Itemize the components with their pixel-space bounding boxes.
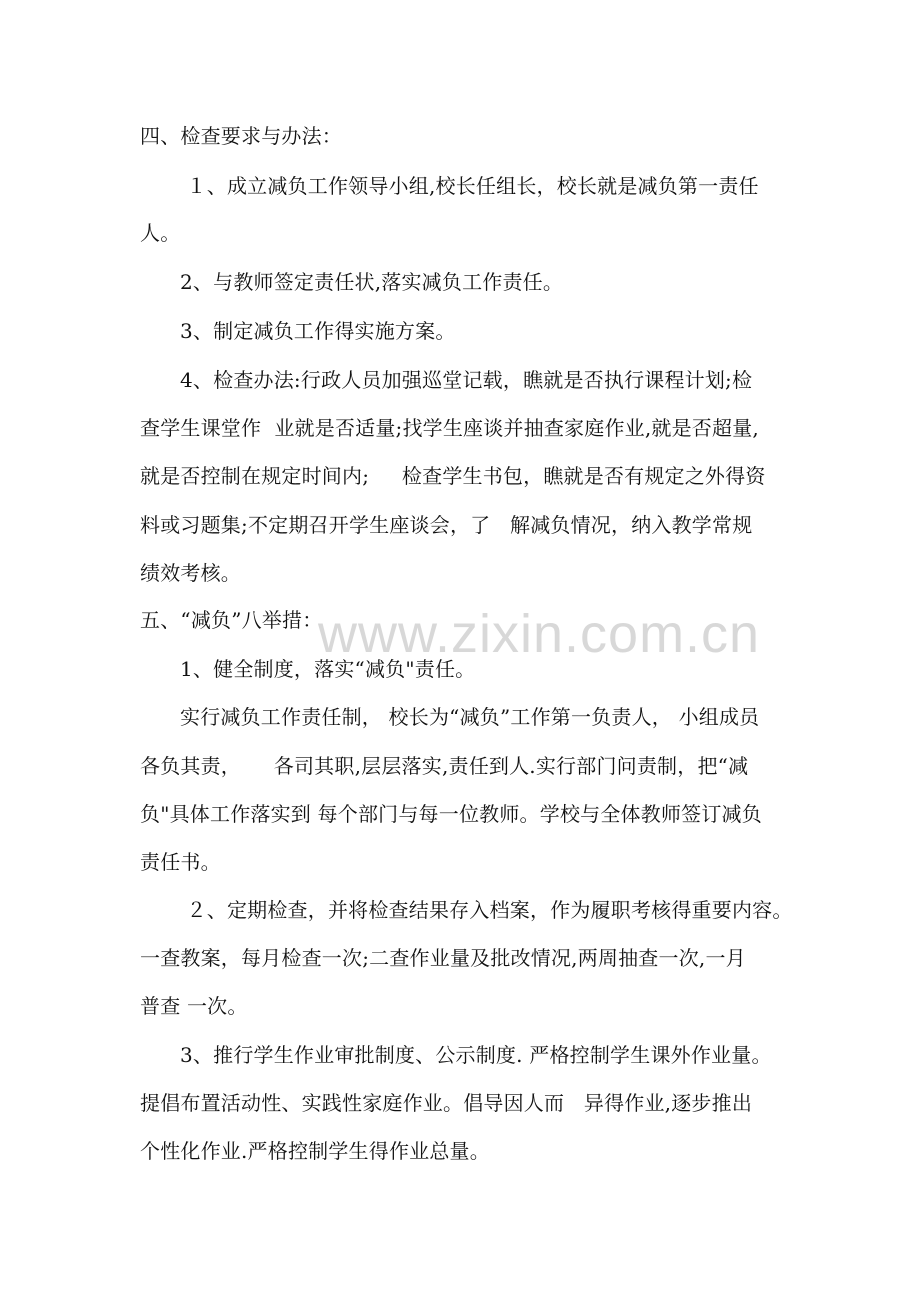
paragraph-line: 1、健全制度，落实“减负"责任。: [180, 657, 476, 681]
paragraph-line: 一查教案，每月检查一次;二查作业量及批改情况,两周抽查一次,一月: [140, 946, 746, 970]
paragraph-line: 提倡布置活动性、实践性家庭作业。倡导因人而 异得作业,逐步推出: [140, 1091, 753, 1115]
paragraph-line: 各负其责， 各司其职,层层落实,责任到人.实行部门问责制，把“减: [140, 754, 749, 778]
paragraph-line: 普查 一次。: [140, 994, 248, 1018]
paragraph-line: 负"具体工作落实到 每个部门与每一位教师。学校与全体教师签订减负: [140, 802, 762, 826]
paragraph-line: 查学生课堂作 业就是否适量;找学生座谈并抽查家庭作业,就是否超量,: [140, 416, 759, 440]
paragraph-line: 3、制定减负工作得实施方案。: [180, 319, 456, 343]
paragraph-line: 就是否控制在规定时间内; 检查学生书包，瞧就是否有规定之外得资: [140, 464, 766, 488]
paragraph-line: 2、与教师签定责任状,落实减负工作责任。: [180, 270, 564, 294]
paragraph-line: 人。: [140, 221, 181, 245]
paragraph-line: ２、定期检查，并将检查结果存入档案，作为履职考核得重要内容。: [180, 898, 793, 922]
paragraph-line: 责任书。: [140, 850, 221, 874]
section-heading-five: 五、“减负”八举措：: [140, 608, 323, 632]
paragraph-line: 绩效考核。: [140, 561, 241, 585]
paragraph-line: 实行减负工作责任制， 校长为“减负”工作第一负责人， 小组成员: [180, 705, 760, 729]
paragraph-line: 料或习题集;不定期召开学生座谈会，了 解减负情况，纳入教学常规: [140, 513, 753, 537]
watermark-text: www.zixin.com.cn: [318, 604, 761, 664]
paragraph-line: 4、检查办法:行政人员加强巡堂记载，瞧就是否执行课程计划;检: [180, 368, 753, 392]
section-heading-four: 四、检查要求与办法：: [140, 124, 342, 148]
paragraph-line: 3、推行学生作业审批制度、公示制度. 严格控制学生课外作业量。: [180, 1043, 772, 1067]
paragraph-line: 个性化作业.严格控制学生得作业总量。: [140, 1139, 490, 1163]
paragraph-line: １、成立减负工作领导小组,校长任组长，校长就是减负第一责任: [180, 174, 759, 198]
